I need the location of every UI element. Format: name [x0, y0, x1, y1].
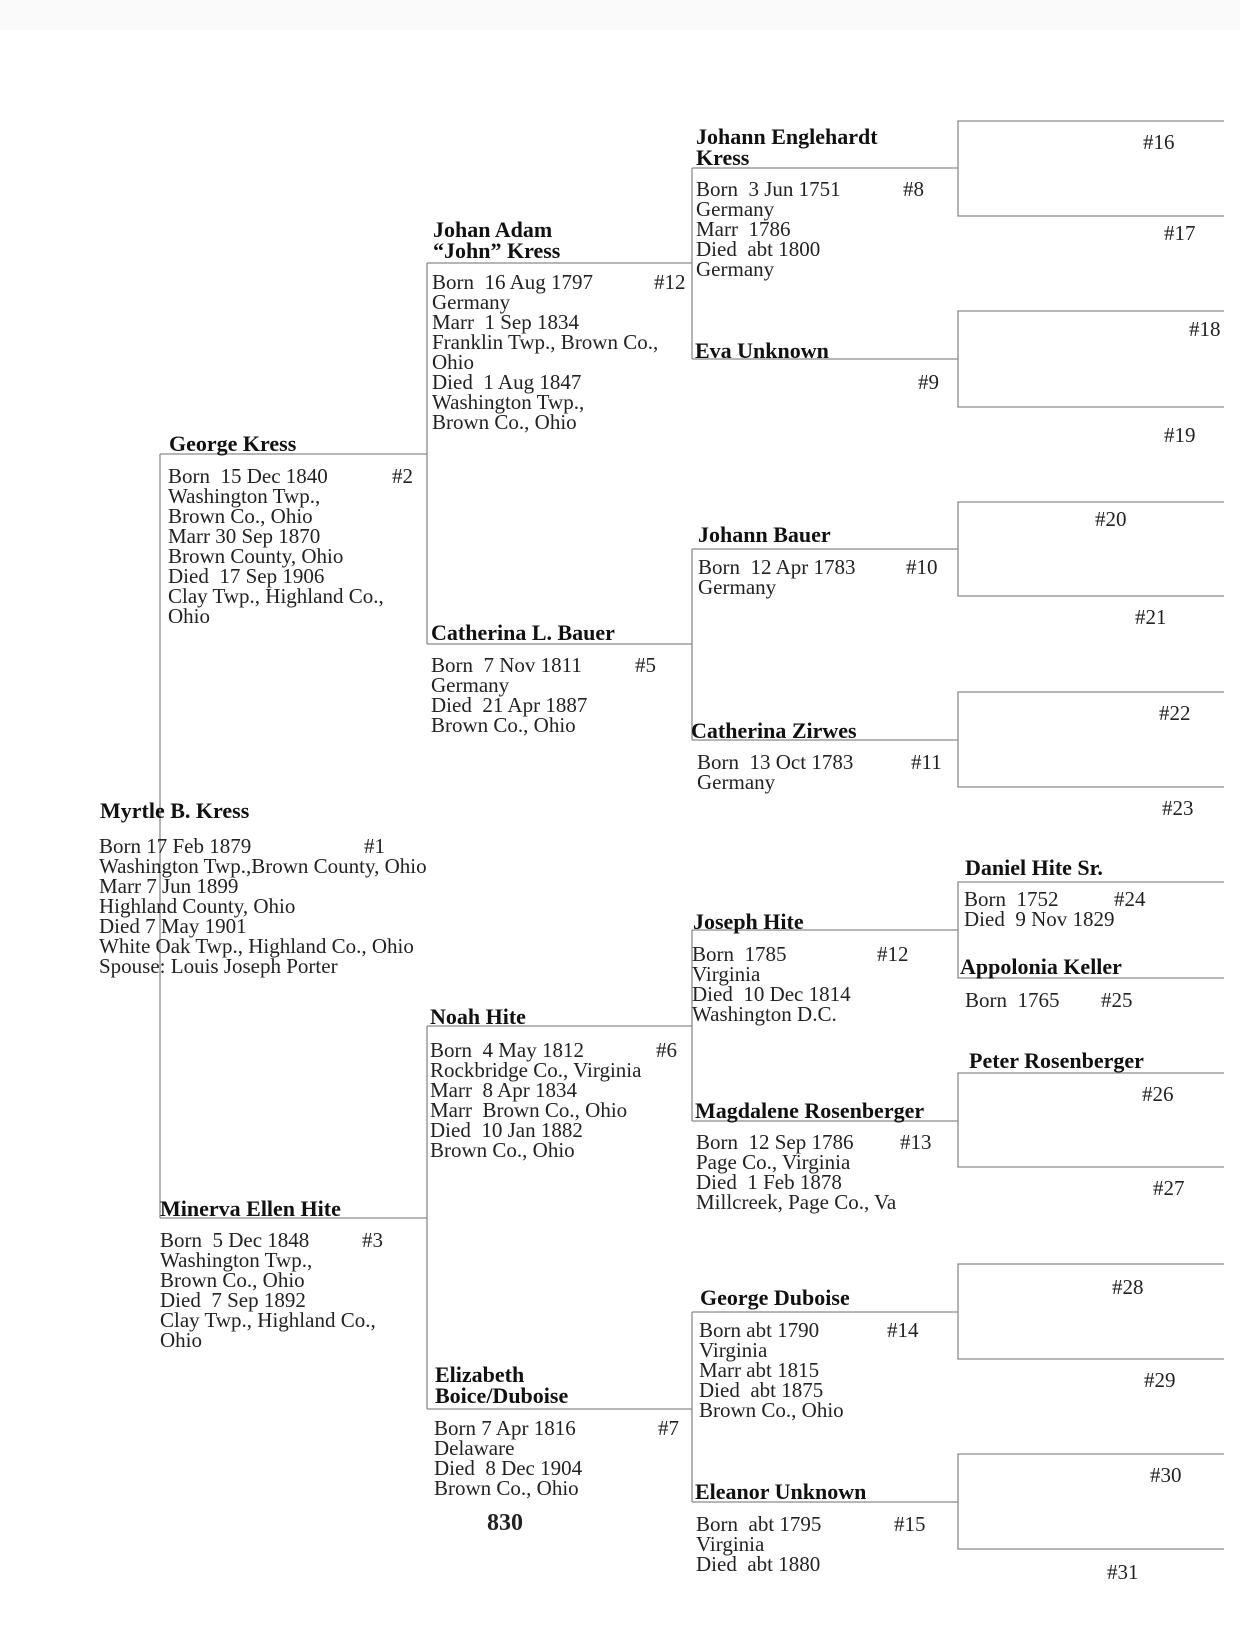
- person-12-number: #12: [877, 942, 909, 966]
- page-number: 830: [487, 1510, 523, 1536]
- person-13-name: Magdalene Rosenberger: [695, 1098, 925, 1123]
- slot-28-number: #28: [1112, 1275, 1144, 1299]
- person-4-number: #12: [654, 270, 686, 294]
- person-14-name: George Duboise: [700, 1285, 850, 1310]
- person-11-details: Born 13 Oct 1783 Germany: [697, 750, 854, 794]
- bracket-p15: [958, 1454, 1224, 1549]
- person-14-number: #14: [887, 1318, 919, 1342]
- person-13-number: #13: [900, 1130, 932, 1154]
- person-2-number: #2: [392, 464, 413, 488]
- slot-26-number: #26: [1142, 1082, 1174, 1106]
- person-25-number: #25: [1101, 988, 1133, 1012]
- person-7-number: #7: [658, 1416, 679, 1440]
- bracket-p8: [958, 121, 1224, 216]
- person-15-details: Born abt 1795 Virginia Died abt 1880: [696, 1512, 822, 1576]
- person-10-details: Born 12 Apr 1783 Germany: [698, 555, 856, 599]
- bracket-p9: [958, 311, 1224, 407]
- person-8-details: Born 3 Jun 1751 Germany Marr 1786 Died abt 1800 Germany: [696, 177, 841, 281]
- bracket-p14: [958, 1264, 1224, 1359]
- person-4-name: Johan Adam “John” Kress: [433, 217, 561, 263]
- slot-21-number: #21: [1135, 605, 1167, 629]
- person-3-name: Minerva Ellen Hite: [160, 1196, 341, 1221]
- person-14-details: Born abt 1790 Virginia Marr abt 1815 Died abt 1875 Brown Co., Ohio: [699, 1318, 844, 1422]
- person-1-details: Born 17 Feb 1879 Washington Twp.,Brown County, Ohio Marr 7 Jun 1899 Highland County, Ohio Died 7 May 1901 White Oak Twp., Highland Co., Ohio Spouse: Louis Joseph Porter: [99, 834, 427, 978]
- person-11-name: Catherina Zirwes: [691, 718, 857, 743]
- person-6-name: Noah Hite: [430, 1004, 526, 1029]
- person-24-details: Born 1752 Died 9 Nov 1829: [964, 887, 1115, 931]
- person-2-name: George Kress: [169, 431, 297, 456]
- slot-20-number: #20: [1095, 507, 1127, 531]
- person-9-number: #9: [918, 370, 939, 394]
- person-8-name: Johann Englehardt Kress: [696, 124, 878, 170]
- slot-19-number: #19: [1164, 423, 1196, 447]
- slot-23-number: #23: [1162, 796, 1194, 820]
- slot-18-number: #18: [1189, 317, 1221, 341]
- person-15-number: #15: [894, 1512, 926, 1536]
- person-24-number: #24: [1114, 887, 1146, 911]
- person-6-details: Born 4 May 1812 Rockbridge Co., Virginia Marr 8 Apr 1834 Marr Brown Co., Ohio Died 10 Jan 1882 Brown Co., Ohio: [430, 1038, 642, 1162]
- person-2-details: Born 15 Dec 1840 Washington Twp., Brown Co., Ohio Marr 30 Sep 1870 Brown County, Ohio Died 17 Sep 1906 Clay Twp., Highland Co., Ohio: [168, 464, 384, 628]
- person-26-name: Peter Rosenberger: [969, 1048, 1144, 1073]
- person-5-name: Catherina L. Bauer: [431, 620, 615, 645]
- slot-16-number: #16: [1143, 130, 1175, 154]
- slot-29-number: #29: [1144, 1368, 1176, 1392]
- person-3-details: Born 5 Dec 1848 Washington Twp., Brown Co., Ohio Died 7 Sep 1892 Clay Twp., Highland Co., Ohio: [160, 1228, 376, 1352]
- person-5-number: #5: [635, 653, 656, 677]
- slot-31-number: #31: [1107, 1560, 1139, 1584]
- person-12-name: Joseph Hite: [693, 909, 804, 934]
- person-1-number: #1: [364, 834, 385, 858]
- person-12-details: Born 1785 Virginia Died 10 Dec 1814 Washington D.C.: [692, 942, 851, 1026]
- person-24-name: Daniel Hite Sr.: [965, 855, 1103, 880]
- person-6-number: #6: [656, 1038, 677, 1062]
- person-25-name: Appolonia Keller: [960, 954, 1122, 979]
- person-7-name: Elizabeth Boice/Duboise: [435, 1362, 569, 1408]
- bracket-p10: [958, 502, 1224, 596]
- person-5-details: Born 7 Nov 1811 Germany Died 21 Apr 1887 Brown Co., Ohio: [431, 653, 588, 737]
- person-8-number: #8: [903, 177, 924, 201]
- slot-22-number: #22: [1159, 701, 1191, 725]
- person-15-name: Eleanor Unknown: [695, 1479, 867, 1504]
- person-10-number: #10: [906, 555, 938, 579]
- person-25-details: Born 1765: [965, 988, 1060, 1012]
- person-10-name: Johann Bauer: [698, 522, 831, 547]
- person-9-name: Eva Unknown: [695, 338, 829, 363]
- person-7-details: Born 7 Apr 1816 Delaware Died 8 Dec 1904 Brown Co., Ohio: [434, 1416, 583, 1500]
- person-13-details: Born 12 Sep 1786 Page Co., Virginia Died 1 Feb 1878 Millcreek, Page Co., Va: [696, 1130, 897, 1214]
- person-4-details: Born 16 Aug 1797 Germany Marr 1 Sep 1834 Franklin Twp., Brown Co., Ohio Died 1 Aug 1847 Washington Twp., Brown Co., Ohio: [432, 270, 659, 434]
- slot-27-number: #27: [1153, 1176, 1185, 1200]
- person-3-number: #3: [362, 1228, 383, 1252]
- slot-30-number: #30: [1150, 1463, 1182, 1487]
- person-1-name: Myrtle B. Kress: [100, 798, 250, 823]
- bracket-p13: [958, 1073, 1224, 1167]
- slot-17-number: #17: [1164, 221, 1196, 245]
- person-11-number: #11: [911, 750, 942, 774]
